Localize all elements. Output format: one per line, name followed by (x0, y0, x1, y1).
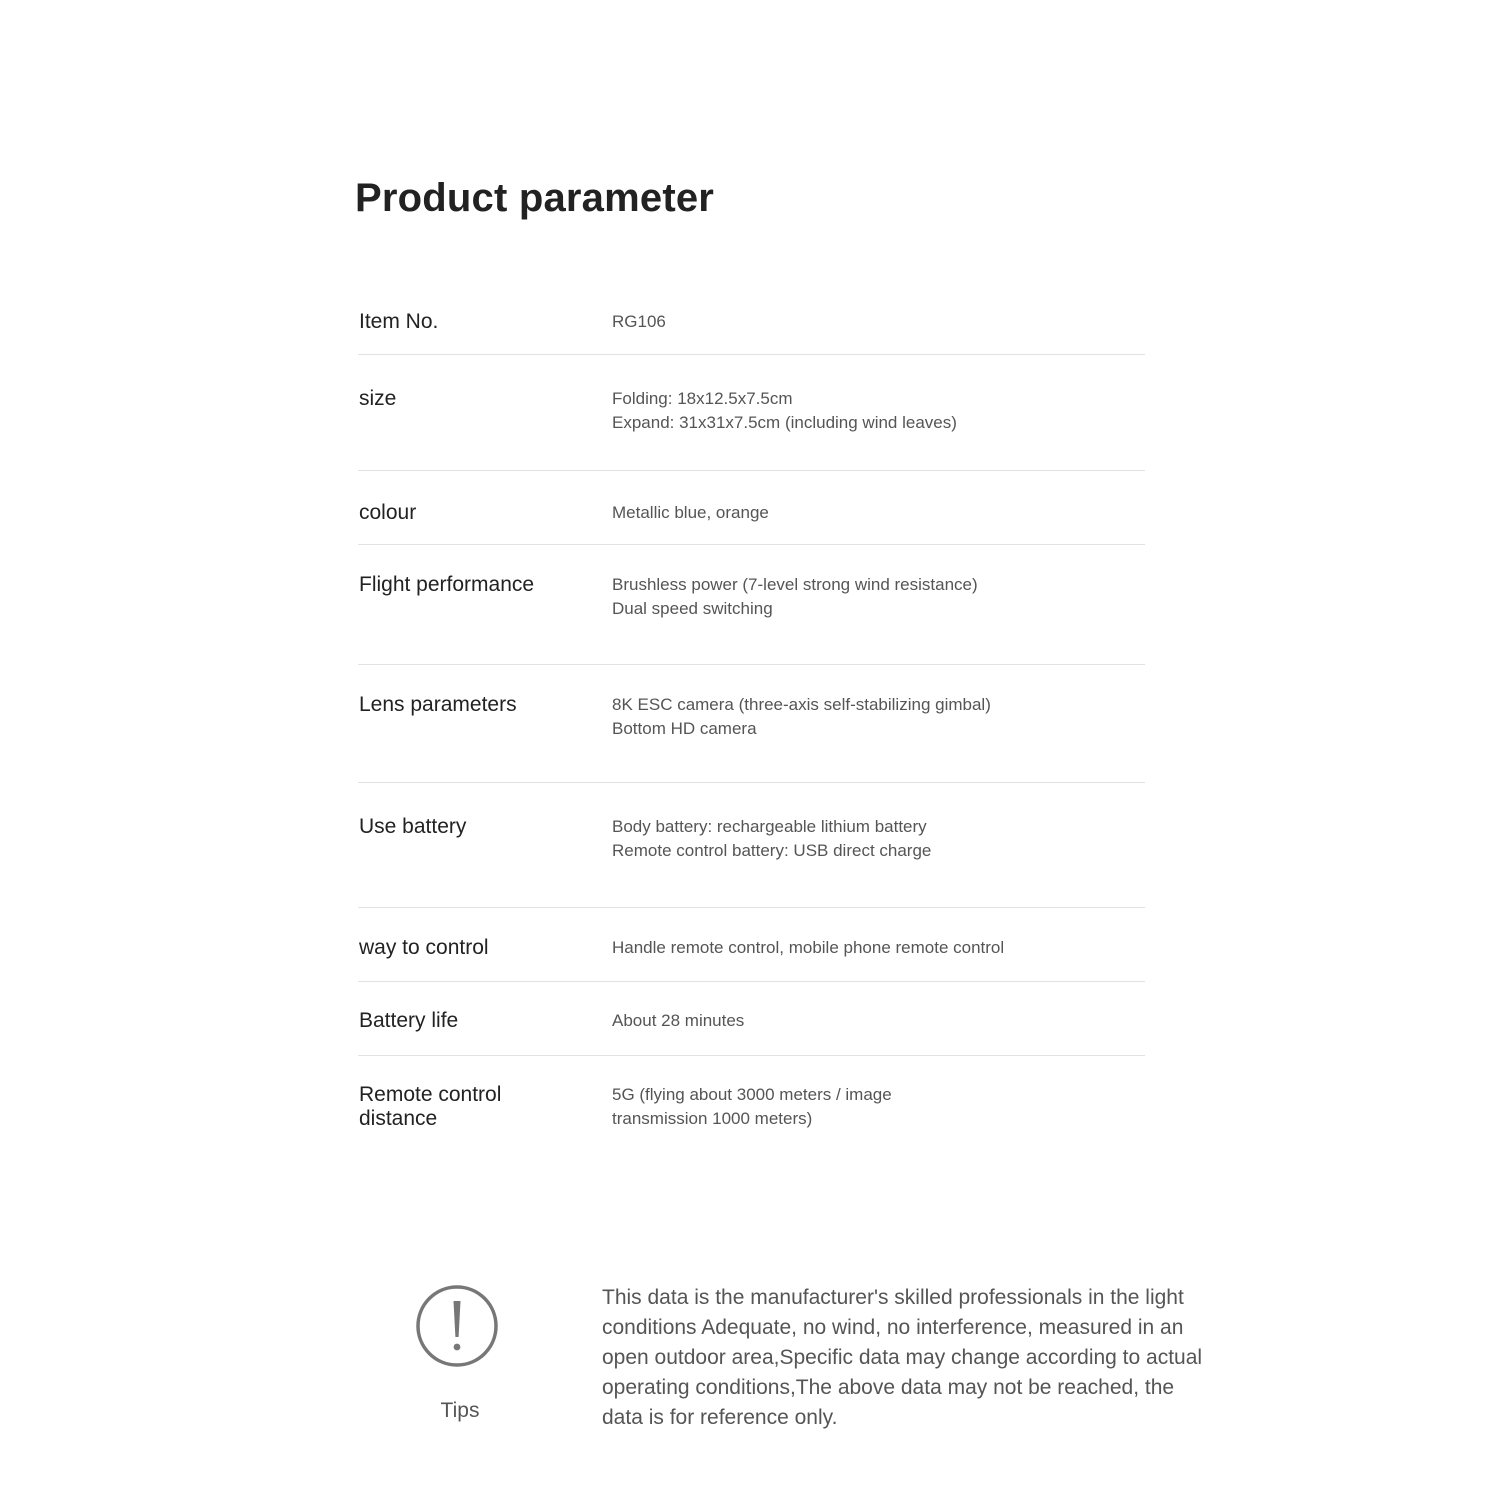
tips-text: This data is the manufacturer's skilled professionals in the light conditions Adequate, no wind, no interference, measured in an open outdoor area,Specific data may change according to actual operating conditions,The above data may not be reached, the data is for reference only. (602, 1286, 1203, 1429)
param-value: Brushless power (7-level strong wind resistance) (612, 575, 978, 594)
param-values (612, 936, 1132, 960)
param-values (612, 1009, 1132, 1033)
param-value: Dual speed switching (612, 599, 773, 618)
row-divider (358, 354, 1145, 355)
param-values (612, 310, 1132, 334)
param-label: way to control (359, 936, 489, 959)
param-label: size (359, 387, 397, 410)
row-divider (358, 1055, 1145, 1056)
param-values (612, 693, 1132, 741)
param-value: About 28 minutes (612, 1011, 745, 1030)
param-values (612, 501, 1132, 525)
param-value: Body battery: rechargeable lithium battery (612, 817, 927, 836)
param-label: colour (359, 501, 417, 524)
param-label: Item No. (359, 310, 439, 333)
param-label: Flight performance (359, 573, 535, 596)
param-value: Expand: 31x31x7.5cm (including wind leaves) (612, 413, 957, 432)
row-divider (358, 470, 1145, 471)
param-values (612, 573, 1132, 621)
param-value: Bottom HD camera (612, 719, 757, 738)
param-label: Remote control distance (359, 1083, 502, 1130)
tips-label: Tips (440, 1399, 480, 1422)
param-value: RG106 (612, 312, 666, 331)
param-label: Use battery (359, 815, 467, 838)
row-divider (358, 664, 1145, 665)
exclamation-circle-icon (415, 1285, 499, 1369)
row-divider (358, 544, 1145, 545)
param-value: Folding: 18x12.5x7.5cm (612, 389, 793, 408)
param-values (612, 1083, 1132, 1131)
param-values (612, 815, 1132, 863)
param-value: 8K ESC camera (three-axis self-stabilizing gimbal) (612, 695, 991, 714)
param-value: 5G (flying about 3000 meters / image (612, 1085, 892, 1104)
param-label: Battery life (359, 1009, 459, 1032)
param-value: transmission 1000 meters) (612, 1109, 813, 1128)
row-divider (358, 907, 1145, 908)
param-values (612, 387, 1132, 435)
page-title: Product parameter (355, 176, 715, 220)
param-value: Metallic blue, orange (612, 503, 769, 522)
row-divider (358, 981, 1145, 982)
param-value: Handle remote control, mobile phone remote control (612, 938, 1005, 957)
param-label: Lens parameters (359, 693, 517, 716)
row-divider (358, 782, 1145, 783)
param-value: Remote control battery: USB direct charge (612, 841, 932, 860)
